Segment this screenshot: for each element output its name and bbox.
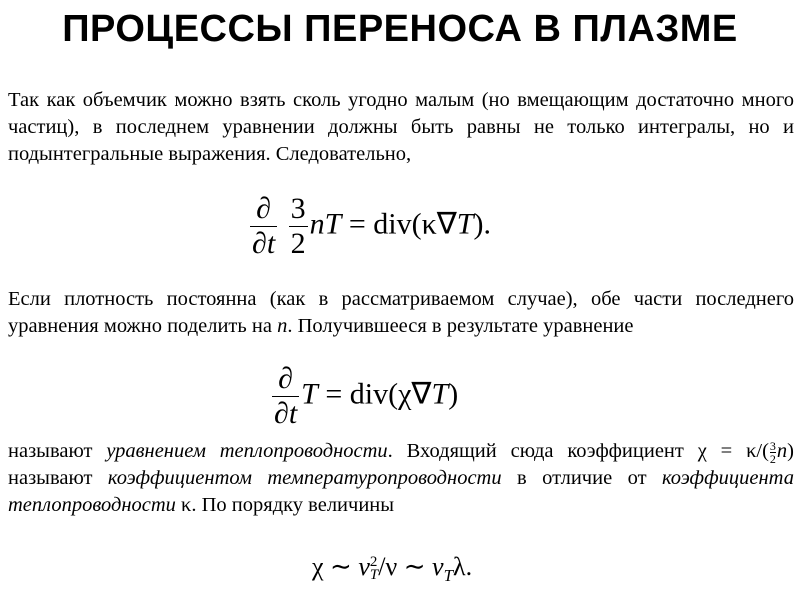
subscript-T: T — [369, 567, 379, 584]
equation-heat-energy — [248, 192, 491, 261]
subscript-T: T — [443, 566, 453, 586]
equals-sign: = — [325, 377, 343, 411]
velocity-symbol: v — [432, 552, 444, 581]
symbol-n: n — [277, 315, 288, 337]
inline-fraction — [770, 440, 776, 465]
paragraph-1: Так как объемчик можно взять сколь угодно малым (но вмещающим достаточно много частиц), в последнем уравнении должны быть равны не только интегралы, но и подынтегральные выражения. Следовательно, — [8, 89, 794, 165]
equation-order-estimate — [312, 552, 472, 586]
paragraph-2-text-b: . Получившееся в результате уравнение — [287, 315, 634, 337]
fraction-denominator: 2 — [290, 227, 306, 260]
page-title: ПРОЦЕССЫ ПЕРЕНОСА В ПЛАЗМЕ — [62, 8, 738, 50]
paragraph-3 — [8, 438, 794, 519]
partial-symbol: ∂ — [250, 192, 277, 227]
partial-derivative — [272, 362, 299, 431]
fraction-three-halves — [289, 192, 308, 261]
over-nu: /ν — [378, 552, 398, 581]
lhs-nT: nT — [309, 207, 342, 241]
divergence-term: div(χ∇ — [349, 377, 432, 411]
paragraph-3-text-c: ) называют — [8, 440, 794, 489]
temperature-symbol: T — [431, 377, 449, 411]
velocity-symbol: v — [358, 552, 370, 581]
term-thermal-diffusivity: коэффициентом температуропроводности — [107, 467, 502, 489]
partial-symbol: ∂ — [272, 362, 299, 397]
inline-fraction-numerator: 3 — [769, 438, 776, 453]
closing-paren: ) — [448, 377, 459, 411]
exponent: 2 — [369, 554, 378, 571]
paragraph-2-text-a: Если плотность постоянна (как в рассматриваемом случае), обе части последнего уравнения можно поделить на — [8, 288, 794, 337]
paragraph-2 — [8, 286, 794, 340]
inline-fraction-denominator: 2 — [769, 451, 776, 466]
lambda-symbol: λ. — [452, 552, 473, 581]
fraction-numerator: 3 — [290, 192, 306, 225]
sub-sup-stack — [370, 556, 378, 582]
partial-t: ∂t — [274, 397, 298, 430]
symbol-n: n — [776, 440, 788, 462]
temperature-symbol: T — [301, 377, 318, 411]
term-heat-equation: уравнением теплопроводности — [106, 440, 388, 462]
partial-t: ∂t — [252, 227, 276, 260]
paragraph-3-text-e: κ. По порядку величины — [175, 494, 395, 516]
temperature-symbol: T — [456, 207, 474, 241]
closing-paren: ). — [473, 207, 491, 241]
partial-derivative — [250, 192, 277, 261]
tilde-sign: ∼ — [330, 552, 352, 581]
paragraph-3-text-d: в отличие от — [501, 467, 662, 489]
term-thermal-conductivity: коэффициента теплопроводности — [8, 467, 794, 516]
equals-sign: = — [348, 207, 366, 241]
paragraph-3-text-b: . Входящий сюда коэффициент χ = κ/( — [387, 440, 769, 462]
divergence-term: div(κ∇ — [373, 207, 457, 241]
chi-symbol: χ — [312, 552, 324, 581]
paragraph-3-text-a: называют — [8, 440, 107, 462]
equation-heat-conduction — [270, 362, 458, 431]
tilde-sign: ∼ — [403, 552, 426, 581]
